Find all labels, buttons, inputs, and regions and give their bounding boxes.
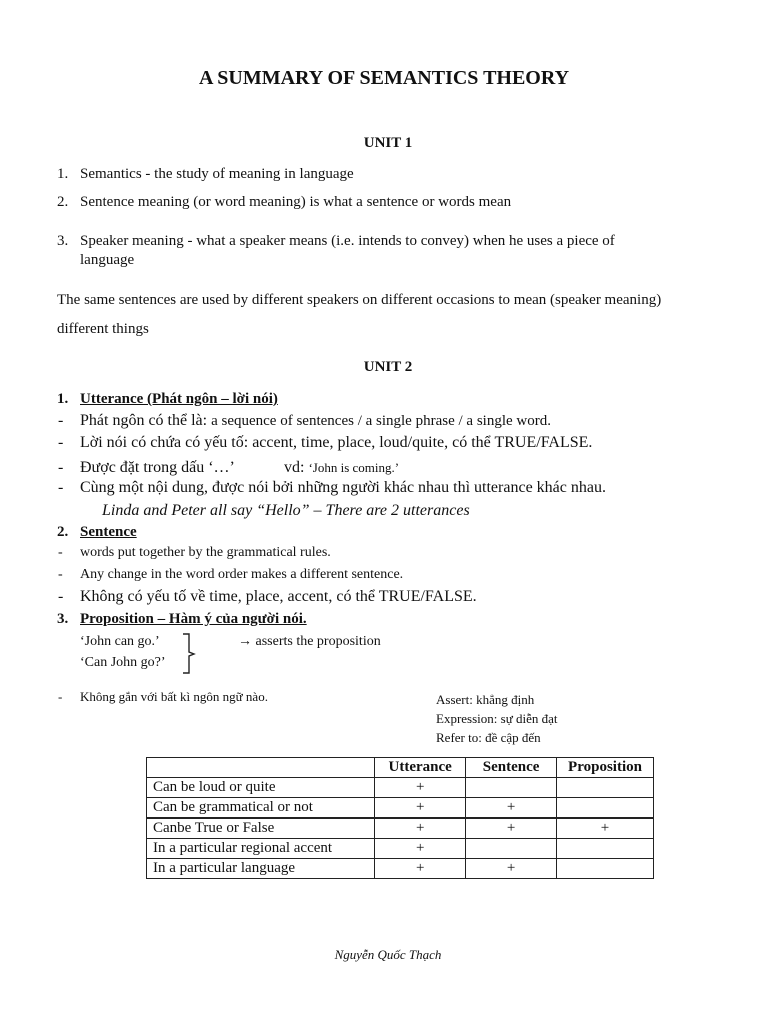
item-number: 2. — [57, 194, 69, 210]
table-row — [147, 859, 654, 879]
proposition-arrow-text: → asserts the proposition — [238, 634, 381, 649]
bullet-dash: - — [58, 567, 63, 582]
glossary-expression: Expression: sự diễn đạt — [436, 711, 558, 726]
sentence-heading: Sentence — [80, 524, 137, 540]
unit1-paragraph-line1: The same sentences are used by different speakers on different occasions to mean (speaker meaning) — [57, 292, 662, 308]
table-cell — [466, 778, 557, 798]
vd-label: vd: — [284, 459, 309, 476]
proposition-example-1: ‘John can go.’ — [80, 634, 160, 649]
bullet-dash: - — [58, 459, 64, 476]
bullet-text: words put together by the grammatical rules. — [80, 545, 331, 560]
proposition-example-2: ‘Can John go?’ — [80, 655, 166, 670]
bullet-dash: - — [58, 434, 64, 451]
table-row — [147, 778, 654, 798]
item-text: Speaker meaning - what a speaker means (i.e. intends to convey) when he uses a piece of — [80, 233, 615, 249]
item-number: 3. — [57, 233, 69, 249]
table-cell: + — [557, 818, 654, 839]
bullet-text: Any change in the word order makes a different sentence. — [80, 567, 404, 582]
unit2-heading: UNIT 2 — [363, 359, 413, 375]
table-cell: + — [466, 859, 557, 879]
bracket-icon — [180, 632, 196, 676]
table-cell: + — [375, 798, 466, 819]
bullet-dash: - — [58, 545, 63, 560]
author-footer: Nguyễn Quốc Thạch — [334, 947, 442, 962]
table-cell — [557, 859, 654, 879]
table-cell: + — [375, 859, 466, 879]
bullet-dash: - — [58, 479, 64, 496]
table-cell: + — [466, 798, 557, 819]
table-header-cell: Sentence — [466, 758, 557, 778]
table-header-row — [147, 758, 654, 778]
bullet-text — [80, 412, 551, 430]
table-row-label: In a particular regional accent — [147, 839, 375, 859]
item-text: Semantics - the study of meaning in language — [80, 166, 354, 182]
bullet-text-part: a sequence of sentences / a single phrase / a single word. — [211, 413, 551, 429]
bullet-text: Cùng một nội dung, được nói bởi những người khác nhau thì utterance khác nhau. — [80, 479, 606, 496]
document-title: A SUMMARY OF SEMANTICS THEORY — [198, 67, 570, 89]
bullet-text: Không có yếu tố về time, place, accent, có thể TRUE/FALSE. — [80, 588, 477, 605]
bullet-dash: - — [58, 412, 64, 429]
bullet-dash: - — [58, 689, 63, 704]
table-cell — [466, 839, 557, 859]
unit1-paragraph-line2: different things — [57, 321, 149, 337]
table-row-label: Canbe True or False — [147, 818, 375, 839]
table-cell: + — [466, 818, 557, 839]
table-header-cell: Utterance — [375, 758, 466, 778]
table-row — [147, 798, 654, 819]
proposition-heading: Proposition – Hàm ý của người nói. — [80, 611, 307, 627]
table-header-cell — [147, 758, 375, 778]
comparison-table — [146, 757, 654, 879]
section-number: 3. — [57, 611, 69, 627]
utterance-example: Linda and Peter all say “Hello” – There are 2 utterances — [102, 502, 470, 519]
table-row-label: Can be grammatical or not — [147, 798, 375, 819]
table-row — [147, 818, 654, 839]
vd-example: ‘John is coming.’ — [308, 460, 400, 475]
table-cell — [557, 798, 654, 819]
table-row — [147, 839, 654, 859]
glossary-assert: Assert: khẳng định — [436, 692, 535, 707]
utterance-heading: Utterance (Phát ngôn – lời nói) — [80, 391, 278, 407]
bullet-dash: - — [58, 588, 64, 605]
unit1-heading: UNIT 1 — [363, 135, 413, 151]
item-text-cont: language — [80, 252, 135, 268]
bullet-text: Lời nói có chứa có yếu tố: accent, time, place, loud/quite, có thể TRUE/FALSE. — [80, 434, 593, 451]
section-number: 1. — [57, 391, 69, 407]
section-number: 2. — [57, 524, 69, 540]
table-cell — [557, 778, 654, 798]
bullet-text: Không gắn với bất kì ngôn ngữ nào. — [80, 689, 268, 704]
table-cell — [557, 839, 654, 859]
bullet-example-label — [284, 459, 399, 477]
table-row-label: In a particular language — [147, 859, 375, 879]
table-cell: + — [375, 778, 466, 798]
bullet-text-part: Phát ngôn có thể là: — [80, 412, 212, 429]
table-cell: + — [375, 839, 466, 859]
table-header-cell: Proposition — [557, 758, 654, 778]
item-number: 1. — [57, 166, 69, 182]
table-row-label: Can be loud or quite — [147, 778, 375, 798]
item-text: Sentence meaning (or word meaning) is what a sentence or words mean — [80, 194, 512, 210]
bullet-text: Được đặt trong dấu ‘…’ — [80, 459, 235, 476]
table-cell: + — [375, 818, 466, 839]
glossary-refer-to: Refer to: đề cập đến — [436, 730, 541, 745]
